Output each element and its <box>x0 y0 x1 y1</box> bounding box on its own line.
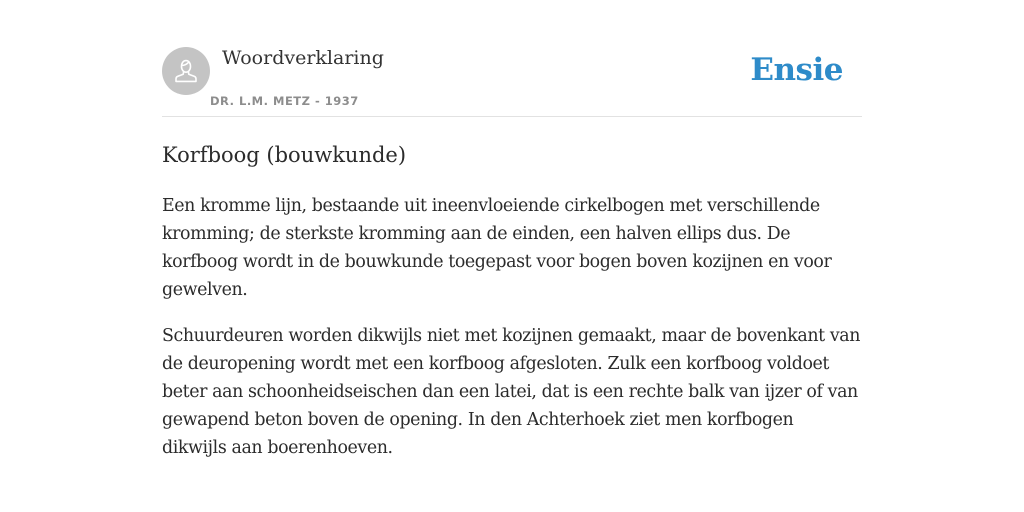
author-avatar <box>162 47 210 95</box>
entry-header <box>162 0 862 117</box>
entry-category-title: Woordverklaring <box>222 47 384 69</box>
entry-paragraph: Een kromme lijn, bestaande uit ineenvloeiende cirkelbogen met verschillende kromming; de sterkste kromming aan de einden, een halven ellips dus. De korfboog wordt in de bouwkunde toegepast voor bogen boven kozijnen en voor gewelven. <box>162 196 832 300</box>
entry-card <box>162 0 862 512</box>
entry-author: DR. L.M. METZ - 1937 <box>210 94 359 108</box>
entry-paragraph: Schuurdeuren worden dikwijls niet met kozijnen gemaakt, maar de bovenkant van de deuropening wordt met een korfboog afgesloten. Zulk een korfboog voldoet beter aan schoonheidseischen dan een latei, dat is een rechte balk van ijzer of van gewapend beton boven de opening. In den Achterhoek ziet men korfbogen dikwijls aan boerenhoeven. <box>162 326 861 458</box>
entry-body <box>162 192 862 480</box>
brand-logo-link[interactable]: Ensie <box>750 52 843 88</box>
entry-heading: Korfboog (bouwkunde) <box>162 143 407 167</box>
user-icon <box>172 57 200 85</box>
